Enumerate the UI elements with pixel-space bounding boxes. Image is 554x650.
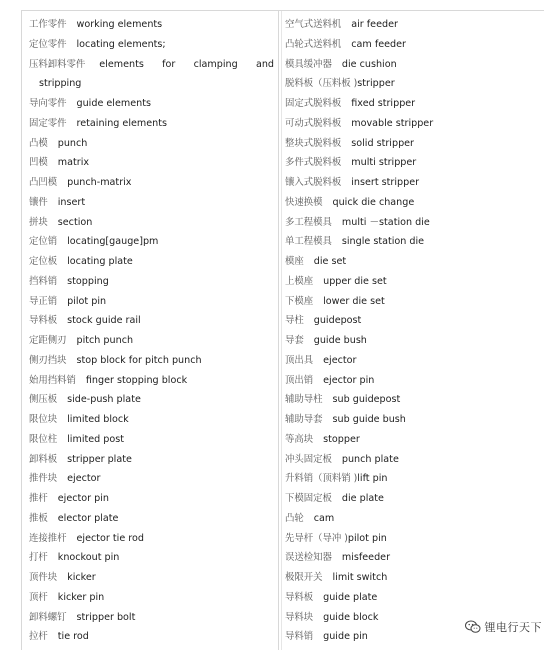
term-english: punch [57, 137, 88, 149]
term-row [29, 410, 274, 430]
term-english: locating elements; [76, 38, 166, 50]
term-chinese: 拼块 [29, 216, 48, 228]
term-chinese: 拉杆 [29, 631, 48, 643]
term-english: retaining elements [76, 117, 167, 129]
term-english: limit switch [332, 572, 388, 583]
term-chinese: 卸料板 [29, 453, 58, 465]
term-chinese: 上模座 [285, 275, 314, 287]
term-english: tie rod [57, 631, 89, 643]
term-english: sub guidepost [332, 394, 401, 406]
term-english: elements for clamping and [99, 58, 274, 70]
term-row [29, 15, 274, 35]
term-chinese: 导料销 [285, 631, 314, 643]
term-english: stock guide rail [67, 315, 141, 327]
term-row [29, 430, 274, 450]
term-english: limited post [67, 433, 125, 445]
term-chinese: 始用挡料销 [29, 374, 76, 386]
term-row [285, 232, 530, 252]
term-chinese: 辅助导套 [285, 414, 323, 425]
term-chinese: 压料卸料零件 [29, 58, 86, 70]
term-english: ejector [323, 354, 357, 366]
term-chinese: 推杆 [29, 493, 48, 504]
term-english: stripper [357, 78, 395, 90]
left-column [29, 15, 274, 647]
term-english: guide block [323, 611, 379, 623]
term-row [29, 55, 274, 75]
term-chinese: 多工程模具 [285, 216, 332, 228]
column-divider-inner [281, 11, 282, 650]
term-row [285, 331, 530, 351]
term-english: movable stripper [351, 117, 434, 129]
term-row [285, 94, 530, 114]
term-row [285, 509, 530, 529]
term-english: misfeeder [341, 552, 391, 564]
watermark [461, 617, 547, 637]
term-row [285, 450, 530, 470]
term-chinese: 推件块 [29, 473, 58, 485]
term-english: stopping [67, 275, 109, 287]
term-chinese: 挡料销 [29, 275, 58, 287]
term-english: ejector pin [323, 374, 375, 386]
wechat-icon [465, 620, 481, 634]
term-chinese: 下模座 [285, 295, 314, 307]
term-row [29, 94, 274, 114]
term-row [285, 15, 530, 35]
term-english: guide pin [323, 631, 368, 643]
term-row [29, 153, 274, 173]
term-english: knockout pin [57, 552, 120, 564]
term-row [285, 173, 530, 193]
term-row [29, 173, 274, 193]
term-row [285, 35, 530, 55]
term-row [29, 529, 274, 549]
term-row [29, 292, 274, 312]
term-row [29, 193, 274, 213]
term-chinese: 先导杆（导冲 ) [285, 532, 348, 544]
term-english: multi －station die [341, 216, 430, 228]
term-row [29, 114, 274, 134]
term-row [285, 292, 530, 312]
term-row [29, 74, 274, 94]
term-row [29, 588, 274, 608]
term-row [285, 252, 530, 272]
term-english: finger stopping block [85, 374, 188, 386]
term-row [285, 55, 530, 75]
term-chinese: 顶件块 [29, 572, 58, 583]
term-chinese: 导正销 [29, 295, 58, 307]
term-chinese: 镶入式脱料板 [285, 177, 342, 188]
term-chinese: 限位块 [29, 414, 58, 425]
term-english: stripper bolt [76, 611, 136, 623]
term-english: section [57, 216, 93, 228]
term-english: pilot pin [67, 295, 107, 307]
term-row [29, 311, 274, 331]
term-chinese: 单工程模具 [285, 236, 332, 248]
term-row [285, 568, 530, 588]
term-english: ejector tie rod [76, 532, 144, 544]
term-english: punch-matrix [67, 177, 132, 188]
term-chinese: 误送检知器 [285, 552, 332, 564]
term-row [285, 134, 530, 154]
term-row [29, 608, 274, 628]
term-english: pilot pin [347, 532, 387, 544]
term-english: ejector pin [57, 493, 109, 504]
term-chinese: 快速换模 [285, 196, 323, 208]
term-english: elector plate [57, 512, 119, 524]
term-english: die cushion [341, 58, 397, 70]
terms-table [21, 10, 544, 650]
term-row [29, 213, 274, 233]
term-chinese: 极限开关 [285, 572, 323, 583]
term-chinese: 定位销 [29, 236, 58, 248]
term-chinese: 模具缓冲器 [285, 58, 332, 70]
term-chinese: 升料销（顶料销 ) [285, 473, 358, 485]
right-column [285, 15, 530, 647]
term-chinese: 限位柱 [29, 433, 58, 445]
term-row [29, 469, 274, 489]
term-row [285, 529, 530, 549]
term-english: cam [313, 512, 335, 524]
term-chinese: 凹模 [29, 157, 48, 169]
term-chinese: 脱料板（压料板 ) [285, 78, 358, 90]
term-english: solid stripper [351, 137, 414, 149]
term-chinese: 辅助导柱 [285, 394, 323, 406]
term-row [29, 35, 274, 55]
term-row [285, 272, 530, 292]
term-chinese: 导柱 [285, 315, 304, 327]
term-chinese: 定距侧刃 [29, 335, 67, 346]
term-english: insert [57, 196, 86, 208]
term-row [285, 390, 530, 410]
term-english: upper die set [323, 275, 387, 287]
term-row [29, 568, 274, 588]
term-english: stripping [39, 78, 82, 90]
term-row [285, 548, 530, 568]
term-chinese: 导料块 [285, 611, 314, 623]
term-english: guide plate [323, 591, 378, 603]
term-english: stop block for pitch punch [76, 354, 202, 366]
term-english: quick die change [332, 196, 415, 208]
term-english: air feeder [351, 19, 398, 30]
column-divider [278, 11, 279, 650]
term-chinese: 定位零件 [29, 38, 67, 50]
term-chinese: 定位板 [29, 256, 58, 267]
term-row [29, 331, 274, 351]
term-row [29, 272, 274, 292]
term-chinese: 顶杆 [29, 591, 48, 603]
term-english: guide elements [76, 98, 151, 109]
term-english: multi stripper [351, 157, 417, 169]
term-english: guidepost [313, 315, 362, 327]
term-row [285, 410, 530, 430]
term-chinese: 下模固定板 [285, 493, 332, 504]
term-english: punch plate [341, 453, 399, 465]
term-row [285, 74, 530, 94]
watermark-text: 锂电行天下 [484, 621, 542, 634]
term-chinese: 可动式脱料板 [285, 117, 342, 129]
term-english: matrix [57, 157, 90, 169]
term-chinese: 卸料螺钉 [29, 611, 67, 623]
term-english: kicker pin [57, 591, 105, 603]
term-row [29, 509, 274, 529]
term-english: lift pin [357, 473, 388, 485]
term-english: insert stripper [351, 177, 420, 188]
term-chinese: 侧压板 [29, 394, 58, 406]
term-english: working elements [76, 19, 163, 30]
term-english: die set [313, 256, 347, 267]
term-row [285, 588, 530, 608]
term-english: side-push plate [67, 394, 141, 406]
term-chinese: 冲头固定板 [285, 453, 332, 465]
term-chinese: 打杆 [29, 552, 48, 564]
term-row [29, 371, 274, 391]
term-row [285, 371, 530, 391]
term-row [29, 548, 274, 568]
term-english: lower die set [323, 295, 385, 307]
term-row [29, 232, 274, 252]
term-row [29, 489, 274, 509]
term-row [285, 489, 530, 509]
term-row [29, 351, 274, 371]
term-row [29, 390, 274, 410]
term-english: locating[gauge]pm [67, 236, 159, 248]
term-chinese: 凸凹模 [29, 177, 58, 188]
term-english: die plate [341, 493, 384, 504]
term-row [285, 213, 530, 233]
term-row [285, 311, 530, 331]
term-chinese: 顶出具 [285, 354, 314, 366]
term-row [285, 153, 530, 173]
term-row [285, 469, 530, 489]
term-chinese: 连接推杆 [29, 532, 67, 544]
term-chinese: 固定零件 [29, 117, 67, 129]
term-chinese: 导套 [285, 335, 304, 346]
term-chinese: 顶出销 [285, 374, 314, 386]
term-english: cam feeder [351, 38, 406, 50]
term-english: guide bush [313, 335, 367, 346]
term-row [29, 252, 274, 272]
term-english: ejector [67, 473, 101, 485]
term-chinese: 侧刃挡块 [29, 354, 67, 366]
term-chinese: 多件式脱料板 [285, 157, 342, 169]
term-english: stopper [323, 433, 360, 445]
term-english: limited block [67, 414, 129, 425]
term-row [29, 627, 274, 647]
term-english: locating plate [67, 256, 133, 267]
term-chinese: 导料板 [29, 315, 58, 327]
term-english: fixed stripper [351, 98, 416, 109]
term-chinese: 固定式脱料板 [285, 98, 342, 109]
term-chinese: 模座 [285, 256, 304, 267]
term-english: single station die [341, 236, 425, 248]
term-english: stripper plate [67, 453, 132, 465]
term-english: kicker [67, 572, 96, 583]
term-chinese: 凸轮 [285, 512, 304, 524]
term-english: pitch punch [76, 335, 134, 346]
term-row [285, 351, 530, 371]
term-chinese: 凸轮式送料机 [285, 38, 342, 50]
term-row [29, 134, 274, 154]
term-chinese: 空气式送料机 [285, 19, 342, 30]
term-chinese: 等高块 [285, 433, 314, 445]
term-chinese: 工作零件 [29, 19, 67, 30]
term-chinese: 推板 [29, 512, 48, 524]
term-chinese: 镶件 [29, 196, 48, 208]
term-chinese: 导料板 [285, 591, 314, 603]
term-row [285, 430, 530, 450]
term-row [29, 450, 274, 470]
term-english: sub guide bush [332, 414, 406, 425]
term-row [285, 193, 530, 213]
term-chinese: 导向零件 [29, 98, 67, 109]
term-chinese: 整块式脱料板 [285, 137, 342, 149]
term-chinese: 凸模 [29, 137, 48, 149]
term-row [285, 114, 530, 134]
